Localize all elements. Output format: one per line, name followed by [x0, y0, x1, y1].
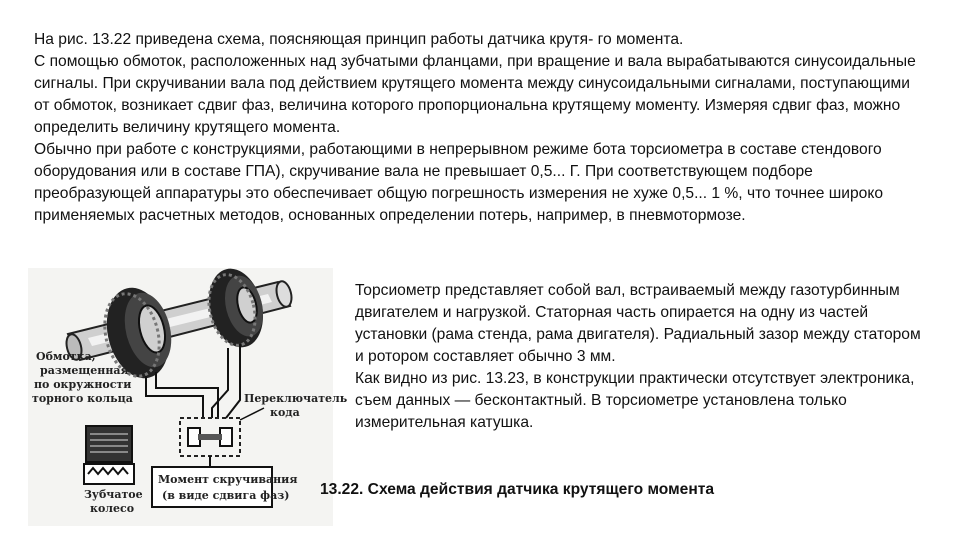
main-text — [34, 29, 924, 227]
paragraph-principle: С помощью обмоток, расположенных над зубчатыми фланцами, при вращение и вала вырабатываются синусоидальные сигналы. При скручивании вала под действием крутящего момента между синусоидальными сигналами, поступающими от обмоток, возникает сдвиг фаз, величина которого пропорциональна крутящему моменту. Измеряя сдвиг фаз, можно определить величину крутящего момента. — [34, 53, 916, 136]
torque-sensor-diagram — [28, 268, 348, 526]
moment-label-line2: (в виде сдвига фаз) — [162, 489, 290, 502]
paragraph-torsiometer: Торсиометр представляет собой вал, встраиваемый между газотурбинным двигателем и нагрузкой. Статорная часть опирается на одну из частей установки (рама стенда, рама двигателя). Радиальный зазор между статором и ротором составляет обычно 3 мм. — [355, 282, 921, 365]
coil-label-line1: Обмотка, — [36, 350, 96, 363]
paragraph-accuracy: Обычно при работе с конструкциями, работающими в непрерывном режиме бота торсиометра в составе стендового оборудования или в составе ГПА), скручивание вала не превышает 0,5... Г. При соответствующем подборе преобразующей аппаратуры это обеспечивает общую погрешность измерения не хуже 0,5... 1 %, что точнее широко применяемых расчетных методов, основанных определении потерь, например, в пневмотормозе. — [34, 141, 883, 224]
coil-label-line3: по окружности — [34, 378, 132, 391]
torque-sensor-figure — [28, 268, 348, 526]
gear-wheel-icon — [84, 426, 134, 484]
side-text — [355, 280, 930, 434]
switch-label-line1: Переключатель — [244, 392, 348, 405]
gear-label-line1: Зубчатое — [84, 488, 143, 501]
paragraph-intro: На рис. 13.22 приведена схема, поясняющая принцип работы датчика крутя- го момента. — [34, 31, 684, 48]
moment-label-line1: Момент скручивания — [158, 473, 298, 486]
gear-label-line2: колесо — [90, 502, 135, 515]
coil-label-line4: торного кольца — [32, 392, 133, 405]
figure-caption: 13.22. Схема действия датчика крутящего момента — [320, 481, 715, 498]
coil-label-line2: размещенная — [40, 364, 129, 377]
paragraph-electronics: Как видно из рис. 13.23, в конструкции практически отсутствует электроника, съем данных — бесконтактный. В торсиометре установлена только измерительная катушка. — [355, 370, 915, 431]
switch-label-line2: кода — [270, 406, 300, 419]
